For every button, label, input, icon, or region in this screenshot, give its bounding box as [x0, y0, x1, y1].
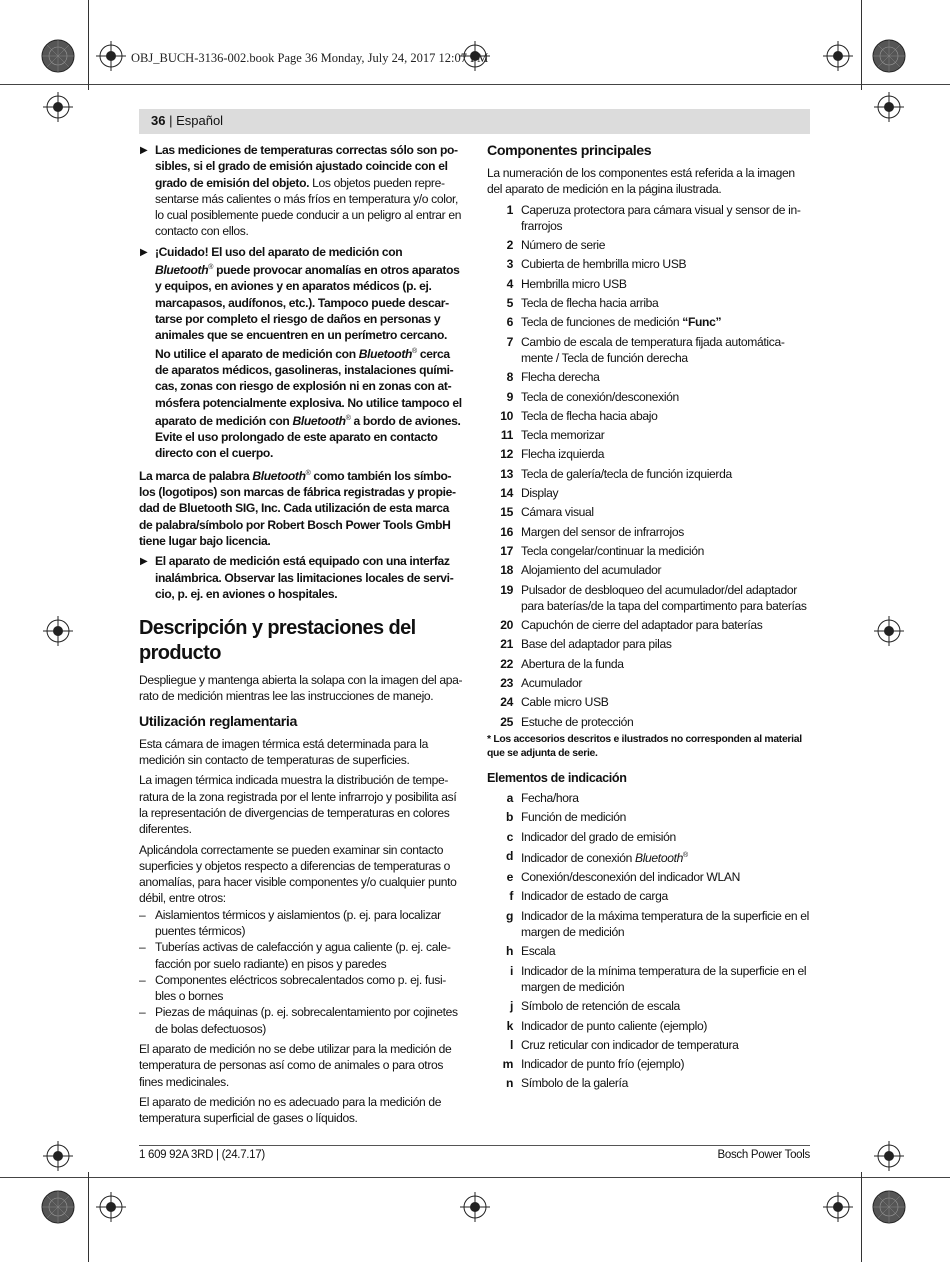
component-item-text	[521, 675, 810, 691]
right-column	[487, 142, 810, 1095]
component-item	[487, 562, 810, 578]
page-number: 36	[151, 113, 166, 128]
indicator-item-label: Cruz reticular con indicador de temperatura	[521, 1037, 739, 1052]
component-item-label: Tecla de flecha hacia arriba	[521, 296, 659, 311]
component-item-text	[521, 582, 810, 615]
bullet-text: El aparato de medición está equipado con una interfaz inalámbrica. Observar las limitaciones locales de servicio, p. ej. en aviones o hospitales.	[155, 554, 454, 601]
indicator-item-label: Indicador de la máxima temperatura de la superficie en el margen de medición	[521, 908, 809, 940]
safety-bullet-emission	[139, 142, 463, 240]
dash-marker: –	[139, 940, 146, 955]
accessories-note: * Los accesorios descritos e ilustrados no corresponden al material que se adjunta de serie.	[487, 733, 802, 760]
component-item-label: Margen del sensor de infrarrojos	[521, 524, 684, 539]
component-item-number: 11	[500, 428, 513, 443]
indicator-item-number: k	[506, 1018, 513, 1033]
list-item-text: Componentes eléctricos sobrecalentados como p. ej. fusibles o bornes	[155, 972, 447, 1004]
component-item-label: Cámara visual	[521, 505, 594, 520]
indicator-item-label: Símbolo de retención de escala	[521, 999, 680, 1014]
indicator-item	[487, 829, 810, 845]
component-item-label: Tecla de galería/tecla de función izquierda	[521, 466, 732, 481]
registered-mark: ®	[412, 347, 417, 355]
component-item-text	[521, 256, 810, 272]
component-item-number: 25	[500, 714, 513, 729]
component-item	[487, 656, 810, 672]
component-item-text	[521, 617, 810, 633]
bullet-bold-text: Las mediciones de temperaturas correctas sólo son posibles, si el grado de emisión ajustado coincide con el grado de emisión del objeto.	[155, 143, 459, 190]
indicator-item-number: i	[509, 963, 513, 978]
indicators-title: Elementos de indicación	[487, 770, 627, 785]
component-item-text	[521, 276, 810, 292]
component-item-label: Tecla memorizar	[521, 428, 605, 443]
component-item	[487, 334, 810, 367]
component-item-number: 16	[500, 524, 513, 539]
indicator-item-number: g	[505, 908, 513, 923]
component-item-label: Flecha izquierda	[521, 447, 605, 462]
component-item	[487, 427, 810, 443]
component-item-text	[521, 408, 810, 424]
component-item	[487, 408, 810, 424]
component-item-label: Acumulador	[521, 676, 583, 691]
indicator-item	[487, 888, 810, 904]
component-item-number: 17	[500, 543, 513, 558]
indicator-item-text	[521, 1018, 810, 1034]
component-item-number: 15	[500, 505, 513, 520]
footer-doc-id: 1 609 92A 3RD | (24.7.17)	[139, 1149, 265, 1161]
component-item-text	[521, 202, 810, 235]
indicator-item	[487, 1056, 810, 1072]
subsection-title: Utilización reglamentaria	[139, 713, 297, 730]
indicator-item-number: b	[505, 810, 513, 825]
component-item-number: 24	[500, 695, 513, 710]
component-item-label: Capuchón de cierre del adaptador para baterías	[521, 618, 763, 633]
component-item-number: 20	[500, 618, 513, 633]
bullet-text: cerca de aparatos médicos, gasolineras, instalaciones químicas, zonas con riesgo de explosión ni en zonas con atmósfera potencialmente explosiva. No utilice tampoco el aparato de medición con	[155, 346, 462, 428]
trademark-text: como también los símbolos (logotipos) son marcas de fábrica registradas y propiedad de Bluetooth SIG, Inc. Cada utilización de esta marca de palabra/símbolo por Robert Bosch Power Tools GmbH tiene lugar bajo licencia.	[139, 468, 457, 548]
bullet-icon: ▶	[140, 246, 148, 258]
component-item-label: Caperuza protectora para cámara visual y sensor de infrarrojos	[521, 202, 801, 233]
component-item-label: Base del adaptador para pilas	[521, 637, 672, 652]
component-item	[487, 675, 810, 691]
component-item-number: 9	[506, 389, 513, 404]
component-item-text	[521, 237, 810, 253]
component-item-label: Tecla de flecha hacia abajo	[521, 408, 658, 423]
component-item-text	[521, 562, 810, 578]
component-item	[487, 543, 810, 559]
bluetooth-word: Bluetooth	[252, 468, 306, 483]
indicator-item-label: Fecha/hora	[521, 790, 579, 805]
component-item	[487, 617, 810, 633]
indicator-item	[487, 943, 810, 959]
indicator-item-text	[521, 848, 810, 866]
component-item-label: Cambio de escala de temperatura fijada automáticamente / Tecla de función derecha	[521, 334, 785, 365]
component-item	[487, 466, 810, 482]
indicator-item-number: f	[509, 889, 513, 904]
indicator-item-text	[521, 869, 810, 885]
component-item-text	[521, 466, 810, 482]
indicator-item	[487, 809, 810, 825]
indicator-item-number: c	[506, 829, 513, 844]
component-item	[487, 582, 810, 615]
component-item-text	[521, 714, 810, 730]
component-item-number: 7	[506, 334, 513, 349]
page-header-bar	[139, 109, 810, 134]
page-header	[151, 113, 223, 128]
component-item-label: Alojamiento del acumulador	[521, 563, 662, 578]
bluetooth-word: Bluetooth	[635, 850, 683, 865]
component-item-label: Estuche de protección	[521, 714, 634, 729]
component-item-label: Tecla de conexión/desconexión	[521, 389, 679, 404]
component-item	[487, 524, 810, 540]
list-item-text: Aislamientos térmicos y aislamientos (p. ej. para localizar puentes térmicos)	[155, 907, 441, 938]
indicator-item-label: Indicador de la mínima temperatura de la superficie en el margen de medición	[521, 963, 807, 994]
indicator-item	[487, 848, 810, 866]
component-item	[487, 295, 810, 311]
indicator-item-label: Indicador de estado de carga	[521, 889, 668, 904]
component-item-label: Tecla congelar/continuar la medición	[521, 543, 705, 558]
section-intro: Despliegue y mantenga abierta la solapa con la imagen del aparato de medición mientras lee las instrucciones de manejo.	[139, 673, 463, 704]
components-list	[487, 202, 810, 730]
indicator-item-number: j	[509, 999, 513, 1014]
component-item-number: 13	[500, 466, 513, 481]
indicator-item-text	[521, 1037, 810, 1053]
indicator-item	[487, 790, 810, 806]
component-item-text	[521, 543, 810, 559]
bluetooth-word: Bluetooth	[292, 413, 346, 428]
component-item-number: 10	[500, 408, 513, 423]
component-item-label: Cable micro USB	[521, 695, 609, 710]
trademark-notice	[139, 466, 463, 550]
indicator-item-label: Símbolo de la galería	[521, 1076, 628, 1091]
component-item	[487, 485, 810, 501]
list-item-text: Piezas de máquinas (p. ej. sobrecalentamiento por cojinetes de bolas defectuosos)	[155, 1005, 458, 1036]
section-title: Descripción y prestaciones del producto	[139, 617, 416, 665]
list-item	[139, 939, 463, 972]
indicators-list	[487, 790, 810, 1092]
component-item-number: 22	[500, 656, 513, 671]
indicator-item-text	[521, 1075, 810, 1091]
footer-brand: Bosch Power Tools	[717, 1149, 810, 1161]
indicator-item	[487, 1075, 810, 1091]
component-item-number: 12	[500, 447, 513, 462]
indicator-item-label: Función de medición	[521, 810, 626, 825]
dash-marker: –	[139, 972, 146, 987]
component-item-number: 4	[506, 276, 513, 291]
component-item-number: 18	[500, 563, 513, 578]
component-item-number: 2	[506, 238, 513, 253]
component-item	[487, 504, 810, 520]
indicator-item-number: n	[505, 1076, 513, 1091]
indicator-item	[487, 908, 810, 941]
indicator-item-text	[521, 908, 810, 941]
registered-mark: ®	[305, 469, 311, 477]
indicator-item-number: a	[506, 790, 513, 805]
indicator-item	[487, 963, 810, 996]
component-item	[487, 276, 810, 292]
list-item-text: Tuberías activas de calefacción y agua caliente (p. ej. calefacción por suelo radiante) en pisos y paredes	[155, 940, 451, 971]
component-item	[487, 202, 810, 235]
component-item-number: 21	[500, 637, 513, 652]
indicator-item-label: Escala	[521, 944, 556, 959]
bluetooth-word: Bluetooth	[155, 263, 209, 278]
component-item-label: Número de serie	[521, 238, 606, 253]
component-item-text	[521, 524, 810, 540]
component-item-text	[521, 334, 810, 367]
component-item-label: Abertura de la funda	[521, 656, 624, 671]
indicator-item-text	[521, 829, 810, 845]
bullet-text: ¡Cuidado! El uso del aparato de medición con	[155, 244, 403, 259]
indicator-item-text	[521, 809, 810, 825]
component-item-number: 1	[506, 202, 513, 217]
component-item	[487, 446, 810, 462]
indicator-item	[487, 869, 810, 885]
component-item-number: 5	[506, 296, 513, 311]
component-item	[487, 369, 810, 385]
component-item-text	[521, 314, 810, 330]
indicator-item-number: m	[502, 1057, 513, 1072]
component-item-text	[521, 446, 810, 462]
component-item	[487, 314, 810, 330]
component-item	[487, 237, 810, 253]
component-item-label: Flecha derecha	[521, 370, 600, 385]
component-item-label: Tecla de funciones de medición	[521, 315, 683, 330]
paragraph: Aplicándola correctamente se pueden examinar sin contacto superficies y objetos respecto a diferencias de temperaturas o anomalías, para hacer visible componentes y/o cualquier punto débil, entre otros:	[139, 842, 457, 906]
registered-mark: ®	[208, 264, 214, 272]
header-language: Español	[176, 113, 224, 128]
indicator-item-label: Indicador de conexión	[521, 850, 635, 865]
component-item-number: 6	[506, 315, 513, 330]
footer-divider	[139, 1145, 810, 1146]
indicator-item	[487, 1037, 810, 1053]
indicator-item-label: Indicador de punto caliente (ejemplo)	[521, 1018, 708, 1033]
component-item-number: 23	[500, 676, 513, 691]
registered-mark: ®	[682, 851, 688, 859]
list-item	[139, 907, 463, 940]
bullet-text: Los objetos pueden representarse más calientes o más fríos en temperatura y/o color, lo cual posiblemente puede conducir a un peligro al entrar en contacto con ellos.	[155, 175, 462, 239]
component-item-text	[521, 389, 810, 405]
component-item-text	[521, 636, 810, 652]
component-item	[487, 256, 810, 272]
component-item	[487, 636, 810, 652]
file-slug: OBJ_BUCH-3136-002.book Page 36 Monday, July 24, 2017 12:07 PM	[131, 51, 489, 65]
components-intro: La numeración de los componentes está referida a la imagen del aparato de medición en la página ilustrada.	[487, 166, 795, 197]
bluetooth-word: Bluetooth	[358, 346, 413, 361]
component-item-text	[521, 656, 810, 672]
registered-mark: ®	[345, 414, 351, 422]
paragraph: Esta cámara de imagen térmica está determinada para la medición sin contacto de temperaturas de superficies.	[139, 736, 428, 768]
list-item	[139, 972, 463, 1005]
component-item-bold-suffix: “Func”	[682, 315, 722, 330]
component-item-label: Pulsador de desbloqueo del acumulador/del adaptador para baterías/de la tapa del compartimento para baterías	[521, 582, 807, 613]
paragraph: El aparato de medición no se debe utilizar para la medición de temperatura de personas así como de animales o para otros fines medicinales.	[139, 1042, 452, 1089]
indicator-item-text	[521, 1056, 810, 1072]
indicator-item-number: d	[505, 848, 513, 863]
indicator-item-text	[521, 963, 810, 996]
paragraph: El aparato de medición no es adecuado para la medición de temperatura superficial de gases o líquidos.	[139, 1094, 442, 1126]
component-item-number: 19	[500, 582, 513, 597]
list-item	[139, 1004, 463, 1037]
component-item-text	[521, 485, 810, 501]
header-separator: |	[165, 113, 177, 128]
indicator-item	[487, 1018, 810, 1034]
safety-bullet-bluetooth	[139, 244, 463, 462]
component-item-number: 3	[506, 257, 513, 272]
component-item	[487, 389, 810, 405]
component-item-number: 8	[506, 370, 513, 385]
component-item-label: Display	[521, 486, 559, 501]
paragraph: La imagen térmica indicada muestra la distribución de temperatura de la zona registrada por el lente infrarrojo y posibilita así la representación de divergencias de temperaturas en colores diferentes.	[139, 773, 457, 837]
indicator-item-label: Indicador del grado de emisión	[521, 829, 676, 844]
indicator-item-label: Indicador de punto frío (ejemplo)	[521, 1057, 685, 1072]
component-item-text	[521, 694, 810, 710]
indicator-item-text	[521, 943, 810, 959]
component-item-label: Cubierta de hembrilla micro USB	[521, 257, 687, 272]
bullet-text: puede provocar anomalías en otros aparatos y equipos, en aviones y en aparatos médicos (p. ej. marcapasos, audífonos, etc.). Tampoco puede descartarse por completo el riesgo de daños en personas y animales que se encuentren en un perímetro cercano. No utilice el aparato de medición con	[155, 263, 460, 361]
left-column	[139, 142, 463, 1131]
component-item-label: Hembrilla micro USB	[521, 276, 627, 291]
component-item	[487, 714, 810, 730]
indicator-item-text	[521, 888, 810, 904]
indicator-item-text	[521, 998, 810, 1014]
trademark-text: La marca de palabra	[139, 468, 253, 483]
component-item-text	[521, 369, 810, 385]
component-item-number: 14	[500, 486, 513, 501]
component-item-text	[521, 504, 810, 520]
indicator-item-number: l	[509, 1037, 513, 1052]
component-item-text	[521, 295, 810, 311]
indicator-item-text	[521, 790, 810, 806]
bullet-icon: ▶	[140, 145, 148, 156]
dash-marker: –	[139, 1005, 146, 1020]
indicator-item-label: Conexión/desconexión del indicador WLAN	[521, 870, 740, 885]
indicator-item-number: h	[505, 944, 513, 959]
component-item	[487, 694, 810, 710]
components-title: Componentes principales	[487, 143, 652, 159]
dash-marker: –	[139, 907, 146, 922]
indicator-item-number: e	[506, 870, 513, 885]
safety-bullet-wireless	[139, 553, 463, 602]
bullet-text: a bordo de aviones. Evite el uso prolongado de este aparato en contacto directo con el cuerpo.	[155, 413, 461, 461]
bullet-icon: ▶	[140, 556, 148, 568]
component-item-text	[521, 427, 810, 443]
indicator-item	[487, 998, 810, 1014]
